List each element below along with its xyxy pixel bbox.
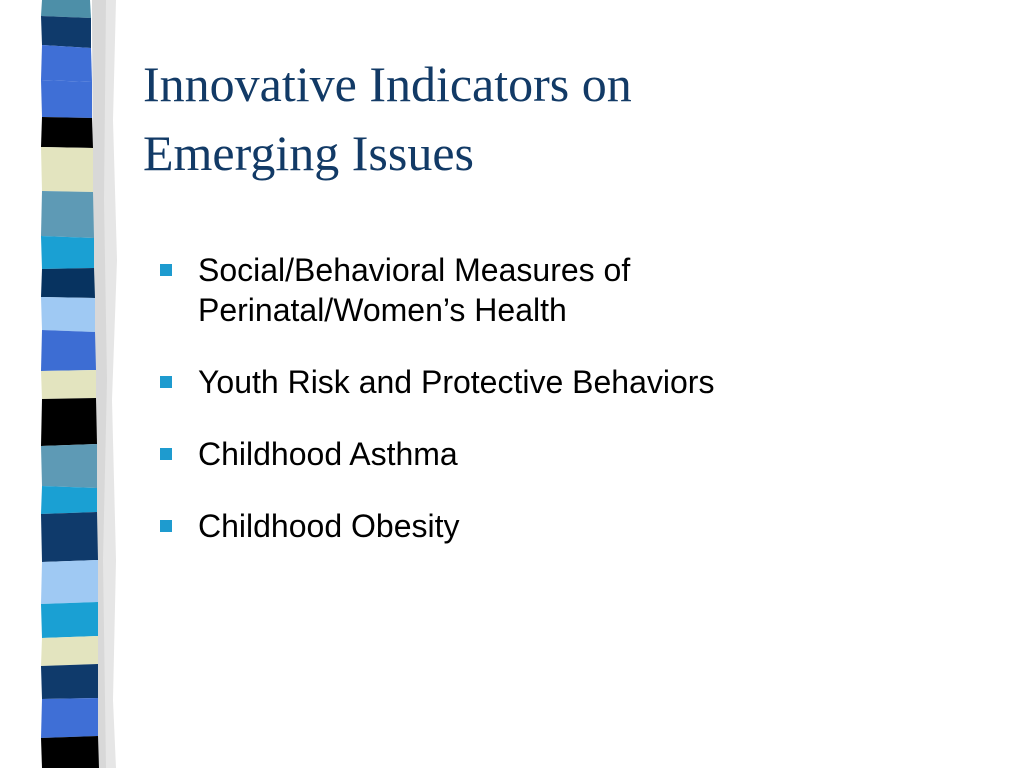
bullet-text-line: Youth Risk and Protective Behaviors — [198, 364, 715, 400]
bullet-item — [160, 250, 980, 330]
bullet-text-line: Perinatal/Women’s Health — [198, 292, 567, 328]
square-bullet-icon — [160, 520, 172, 532]
bullet-text — [198, 250, 630, 330]
bullet-item — [160, 434, 980, 474]
bullet-text-line: Social/Behavioral Measures of — [198, 252, 631, 288]
bullet-text — [198, 434, 458, 474]
slide-title-line: Emerging Issues — [143, 125, 474, 181]
square-bullet-icon — [160, 264, 172, 276]
decorative-striped-border — [0, 0, 120, 768]
bullet-item — [160, 362, 980, 402]
bullet-text-line: Childhood Obesity — [198, 508, 460, 544]
bullet-text — [198, 362, 714, 402]
bullet-list — [160, 250, 980, 578]
bullet-item — [160, 506, 980, 546]
slide-title — [143, 50, 963, 188]
square-bullet-icon — [160, 376, 172, 388]
slide-title-line: Innovative Indicators on — [143, 56, 632, 112]
bullet-text — [198, 506, 459, 546]
bullet-text-line: Childhood Asthma — [198, 436, 458, 472]
square-bullet-icon — [160, 448, 172, 460]
